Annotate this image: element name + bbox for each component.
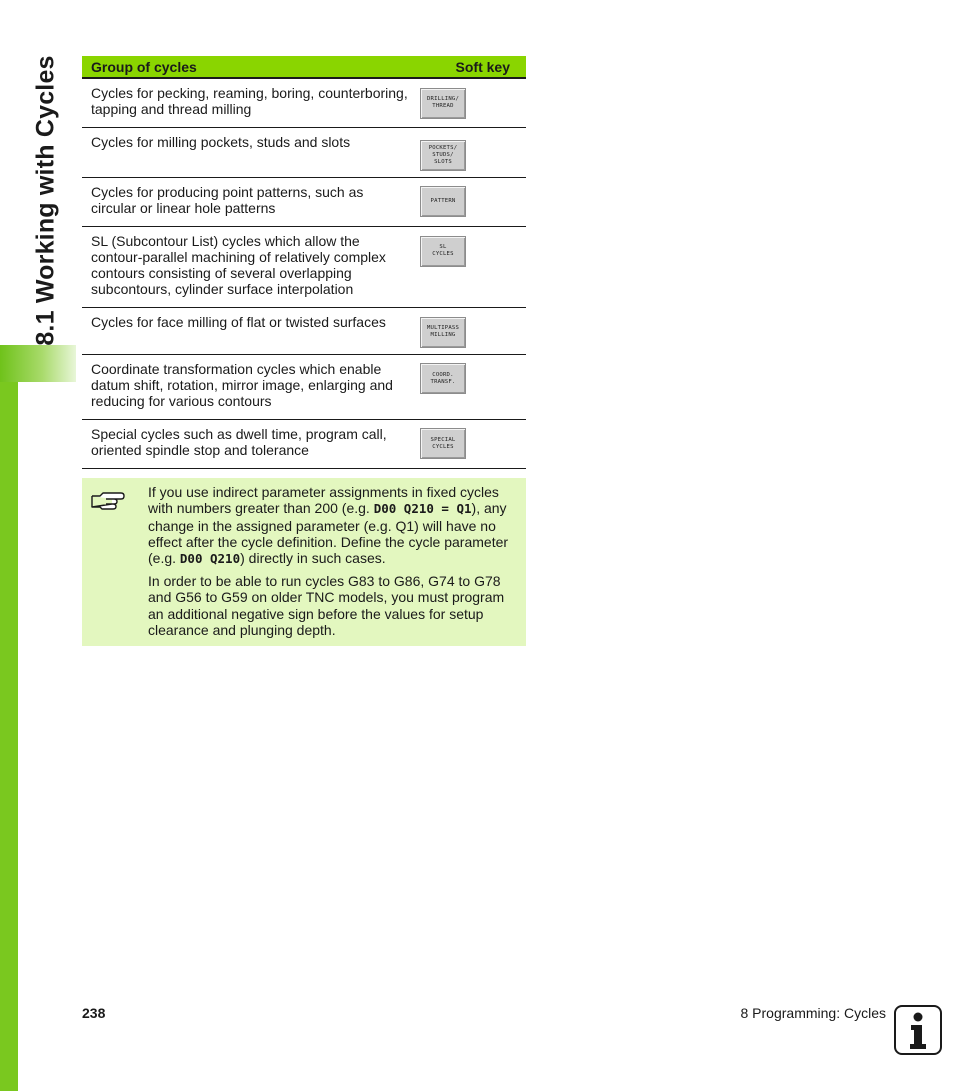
softkey-label: SLOTS	[434, 159, 452, 165]
softkey-button[interactable]	[420, 140, 466, 171]
info-icon	[894, 1005, 942, 1055]
softkey-cell	[419, 178, 526, 227]
note-text: ), any change in the assigned parameter (e.g. Q1) will have no effect after the cycle definition. Define the cycle parameter (e.g.	[148, 500, 509, 567]
table-row	[82, 178, 526, 227]
pointing-hand-icon	[90, 488, 126, 512]
info-glyph	[896, 1007, 940, 1053]
note-paragraph-older-tnc: In order to be able to run cycles G83 to G86, G74 to G78 and G56 to G59 on older TNC models, you must program an additional negative sign before the values for setup clearance and plunging depth.	[148, 573, 505, 638]
table-row	[82, 78, 526, 128]
cycle-group-description: Cycles for face milling of flat or twisted surfaces	[82, 308, 419, 355]
section-title-text: 8.1 Working with Cycles	[31, 54, 60, 346]
section-tab-marker	[0, 345, 76, 382]
softkey-label: POCKETS/	[428, 145, 458, 151]
cycle-group-description: Cycles for milling pockets, studs and slots	[82, 128, 419, 178]
table-header-row	[82, 56, 526, 78]
code-example: D00 Q210	[179, 551, 241, 567]
cycle-group-description: Cycles for pecking, reaming, boring, counterboring, tapping and thread milling	[82, 78, 419, 128]
softkey-label: MULTIPASS	[426, 325, 460, 331]
side-section-title	[30, 50, 62, 350]
header-soft-key: Soft key	[419, 56, 526, 78]
softkey-cell	[419, 78, 526, 128]
note-text: ) directly in such cases.	[240, 550, 386, 567]
softkey-cell	[419, 354, 526, 419]
softkey-label: MILLING	[430, 332, 456, 338]
softkey-button[interactable]	[420, 88, 466, 119]
page-number: 238	[82, 1005, 106, 1021]
note-paragraph-indirect-params	[148, 484, 518, 567]
note-box	[82, 478, 526, 646]
softkey-button[interactable]	[420, 186, 466, 217]
softkey-label: DRILLING/	[426, 96, 460, 102]
softkey-button[interactable]	[420, 363, 466, 394]
softkey-button[interactable]	[420, 317, 466, 348]
softkey-cell	[419, 227, 526, 308]
softkey-label: PATTERN	[430, 198, 456, 204]
code-example: D00 Q210 = Q1	[373, 501, 472, 517]
cycle-group-description: Coordinate transformation cycles which enable datum shift, rotation, mirror image, enlarging and reducing for various contours	[82, 354, 419, 419]
softkey-label: TRANSF.	[430, 378, 456, 385]
cycle-groups-table	[82, 56, 526, 469]
softkey-label: THREAD	[432, 103, 454, 109]
softkey-label: CYCLES	[432, 443, 454, 450]
softkey-cell	[419, 128, 526, 178]
table-row	[82, 419, 526, 468]
softkey-label: CYCLES	[432, 251, 454, 257]
softkey-button[interactable]	[420, 428, 466, 459]
section-side-stripe	[0, 382, 18, 1091]
softkey-label: COORD.	[432, 371, 454, 378]
softkey-label: SL	[439, 244, 447, 250]
cycle-group-description: Special cycles such as dwell time, program call, oriented spindle stop and tolerance	[82, 419, 419, 468]
softkey-cell	[419, 308, 526, 355]
table-row	[82, 128, 526, 178]
table-row	[82, 354, 526, 419]
chapter-title: 8 Programming: Cycles	[740, 1005, 886, 1021]
table-row	[82, 308, 526, 355]
softkey-label: STUDS/	[432, 152, 454, 158]
softkey-label: SPECIAL	[430, 436, 456, 443]
note-text: If you use indirect parameter assignments in fixed cycles with numbers greater than 200 (e.g.	[148, 484, 499, 517]
header-group-of-cycles: Group of cycles	[82, 56, 419, 78]
softkey-button[interactable]	[420, 236, 466, 267]
cycle-group-description: SL (Subcontour List) cycles which allow the contour-parallel machining of relatively complex contours consisting of several overlapping subcontours, cylinder surface interpolation	[82, 227, 419, 308]
cycle-group-description: Cycles for producing point patterns, such as circular or linear hole patterns	[82, 178, 419, 227]
softkey-cell	[419, 419, 526, 468]
table-row	[82, 227, 526, 308]
